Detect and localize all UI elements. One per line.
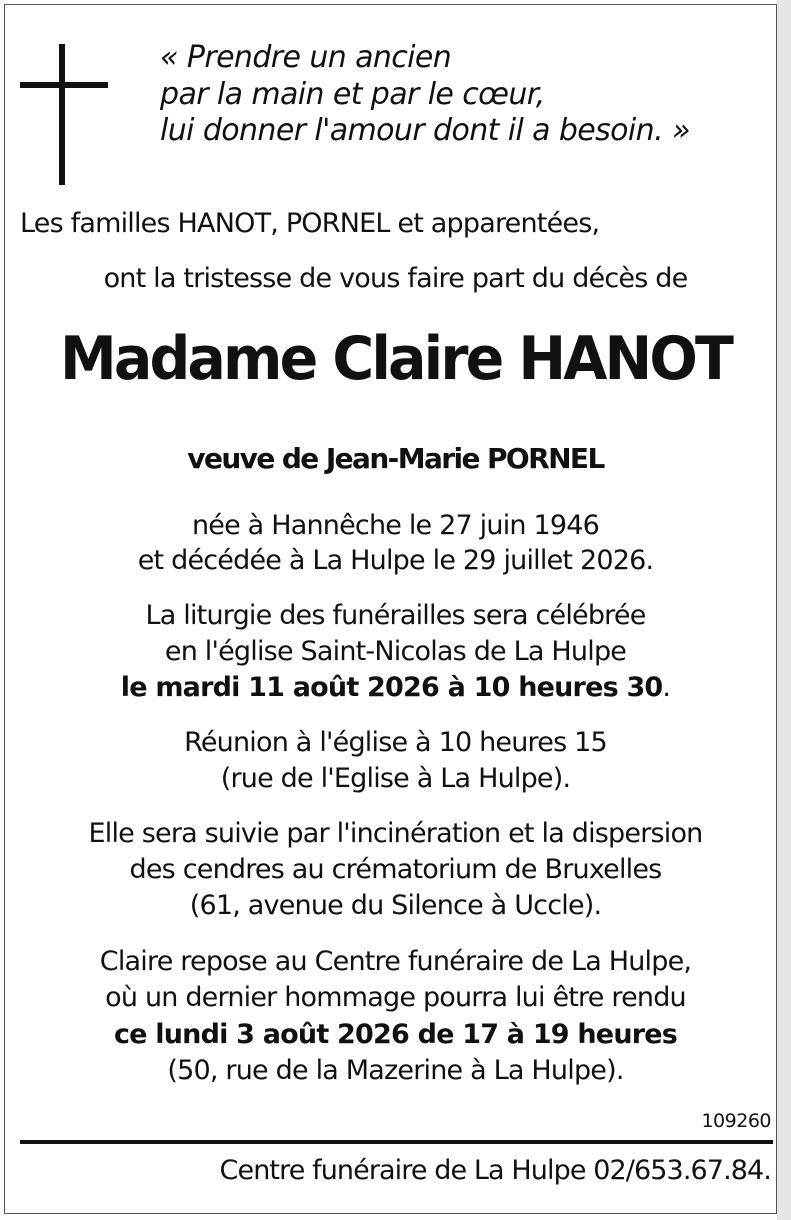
- cremation-place: des cendres au crématorium de Bruxelles: [129, 854, 662, 885]
- death-line: et décédée à La Hulpe le 29 juillet 2026.: [137, 545, 654, 576]
- quote-line: « Prendre un ancien: [160, 40, 452, 75]
- liturgy-date: [0, 672, 791, 703]
- liturgy-date-period: .: [662, 672, 671, 703]
- viewing-date: ce lundi 3 août 2026 de 17 à 19 heures: [113, 1019, 678, 1050]
- footer-divider: [20, 1140, 773, 1144]
- cremation-line: Elle sera suivie par l'incinération et la dispersion: [88, 818, 703, 849]
- liturgy-date-bold: le mardi 11 août 2026 à 10 heures 30: [120, 672, 663, 703]
- quote-line: lui donner l'amour dont il a besoin. »: [160, 113, 690, 148]
- epigraph-quote: [160, 40, 690, 150]
- viewing-line: Claire repose au Centre funéraire de La Hulpe,: [99, 946, 692, 977]
- viewing-tribute: où un dernier hommage pourra lui être rendu: [105, 982, 686, 1013]
- meeting-address: (rue de l'Eglise à La Hulpe).: [220, 763, 571, 794]
- liturgy-line: La liturgie des funérailles sera célébrée: [145, 600, 646, 631]
- reference-number: 109260: [701, 1110, 771, 1132]
- birth-line: née à Hannêche le 27 juin 1946: [191, 510, 600, 541]
- liturgy-church: en l'église Saint-Nicolas de La Hulpe: [164, 636, 627, 667]
- viewing-address: (50, rue de la Mazerine à La Hulpe).: [167, 1055, 624, 1086]
- quote-line: par la main et par le cœur,: [160, 76, 545, 112]
- funeral-home-contact: Centre funéraire de La Hulpe 02/653.67.84.: [219, 1155, 771, 1186]
- spouse-line: veuve de Jean-Marie PORNEL: [187, 442, 604, 475]
- meeting-line: Réunion à l'église à 10 heures 15: [184, 727, 607, 758]
- deceased-name: Madame Claire HANOT: [59, 324, 732, 394]
- cremation-address: (61, avenue du Silence à Uccle).: [189, 890, 602, 921]
- intro-families: Les familles HANOT, PORNEL et apparentées,: [20, 208, 600, 239]
- intro-announcement: ont la tristesse de vous faire part du décès de: [103, 263, 688, 294]
